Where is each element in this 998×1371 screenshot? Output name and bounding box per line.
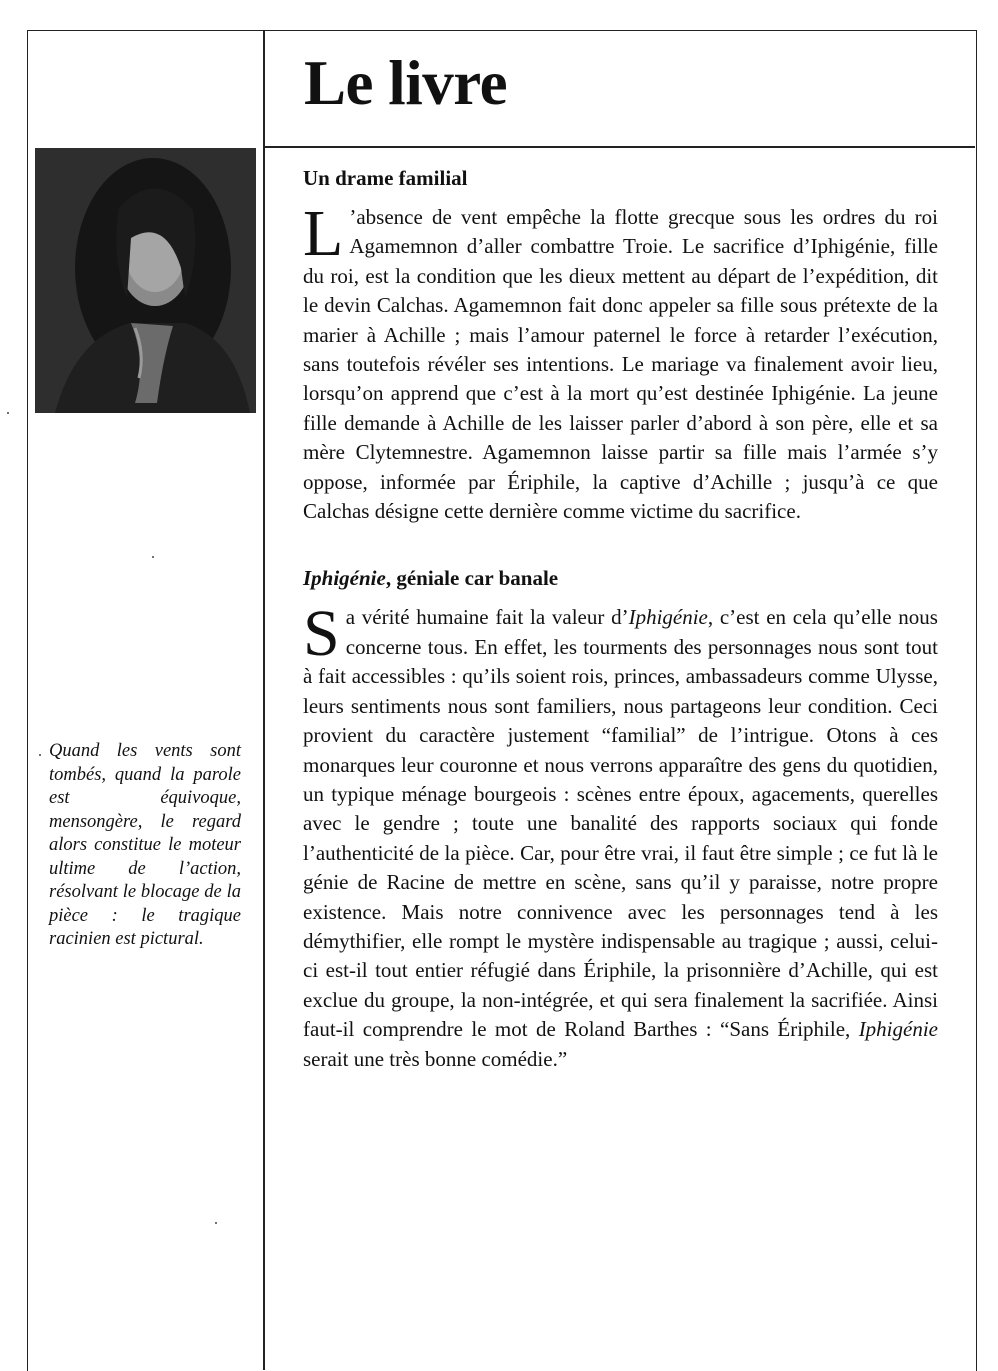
print-speck xyxy=(39,754,41,756)
paragraph-text: , c’est en cela qu’elle nous concerne tous. En effet, les tourments des personnages nous sont tout à fait accessibles : qu’ils soient rois, princes, ambassadeurs comme Ulysse, leurs sentiments nous sont familiers, nous partageons leur condition. Ceci provient du caractère justement “familial” de l’intrigue. Otons à ces monarques leur couronne et nous verrons apparaître des gens du quotidien, un typique ménage bourgeois : scènes entre époux, agacements, querelles avec le gendre ; toute une banalité des rapports sociaux qui fonde l’authenticité de la pièce. Car, pour être vrai, il faut être simple ; ce fut là le génie de Racine de mettre en scène, sans qu’il y paraisse, notre propre existence. Mais notre connivence avec les personnages tend à les démythifier, elle rompt le mystère indispensable au tragique ; aussi, celui-ci est-il tout entier réfugié dans Ériphile, la prisonnière d’Achille, qui est exclue du groupe, la non-intégrée, et qui sera finalement la sacrifiée. Ainsi faut-il comprendre le mot de Roland Barthes : “Sans Ériphile, xyxy=(303,605,938,1042)
print-speck xyxy=(7,412,9,414)
section-geniale-car-banale xyxy=(303,565,938,1074)
image-caption: Quand les vents sont tombés, quand la parole est équivoque, mensongère, le regard alors constitue le moteur ultime de l’action, résolvant le blocage de la pièce : le tragique racinien est pictural. xyxy=(49,741,241,949)
main-content xyxy=(303,165,938,1074)
paragraph-text: ’absence de vent empêche la flotte grecque sous les ordres du roi Agamemnon d’aller combattre Troie. Le sacrifice d’Iphigénie, fille du roi, est la condition que les dieux mettent au départ de l’expédition, dit le devin Calchas. Agamemnon fait donc appeler sa fille sous prétexte de la marier à Achille ; mais l’amour paternel le force à retarder l’exécution, sans toutefois révéler ses intentions. Le mariage va finalement avoir lieu, lorsqu’on apprend que c’est à la mort qu’est destinée Iphigénie. La jeune fille demande à Achille de les laisser parler d’abord à son père, elle et sa mère Clytemnestre. Agamemnon laisse partir sa fille mais l’armée s’y oppose, informée par Ériphile, la captive d’Achille ; jusqu’à ce que Calchas désigne cette dernière comme victime du sacrifice. xyxy=(303,205,938,524)
heading-italic: Iphigénie xyxy=(303,566,386,591)
section-paragraph xyxy=(303,197,938,526)
title-rule xyxy=(264,146,975,148)
drop-cap: S xyxy=(303,597,340,671)
page-title: Le livre xyxy=(304,48,508,118)
paragraph-text: serait une très bonne comédie.” xyxy=(303,1046,568,1071)
section-heading xyxy=(303,565,938,591)
section-paragraph xyxy=(303,597,938,1074)
drop-cap: L xyxy=(303,197,344,270)
heading-rest: , géniale car banale xyxy=(385,566,559,591)
section-heading: Un drame familial xyxy=(303,166,468,190)
portrait-image xyxy=(35,148,256,413)
print-speck xyxy=(215,1222,217,1224)
column-divider xyxy=(263,30,265,1370)
title-italic: Iphigénie xyxy=(858,1017,938,1042)
portrait-drawing xyxy=(35,148,256,413)
print-speck xyxy=(152,556,154,558)
section-drame-familial xyxy=(303,165,938,526)
paragraph-text: a vérité humaine fait la valeur d’ xyxy=(345,605,629,630)
title-italic: Iphigénie xyxy=(628,605,708,630)
